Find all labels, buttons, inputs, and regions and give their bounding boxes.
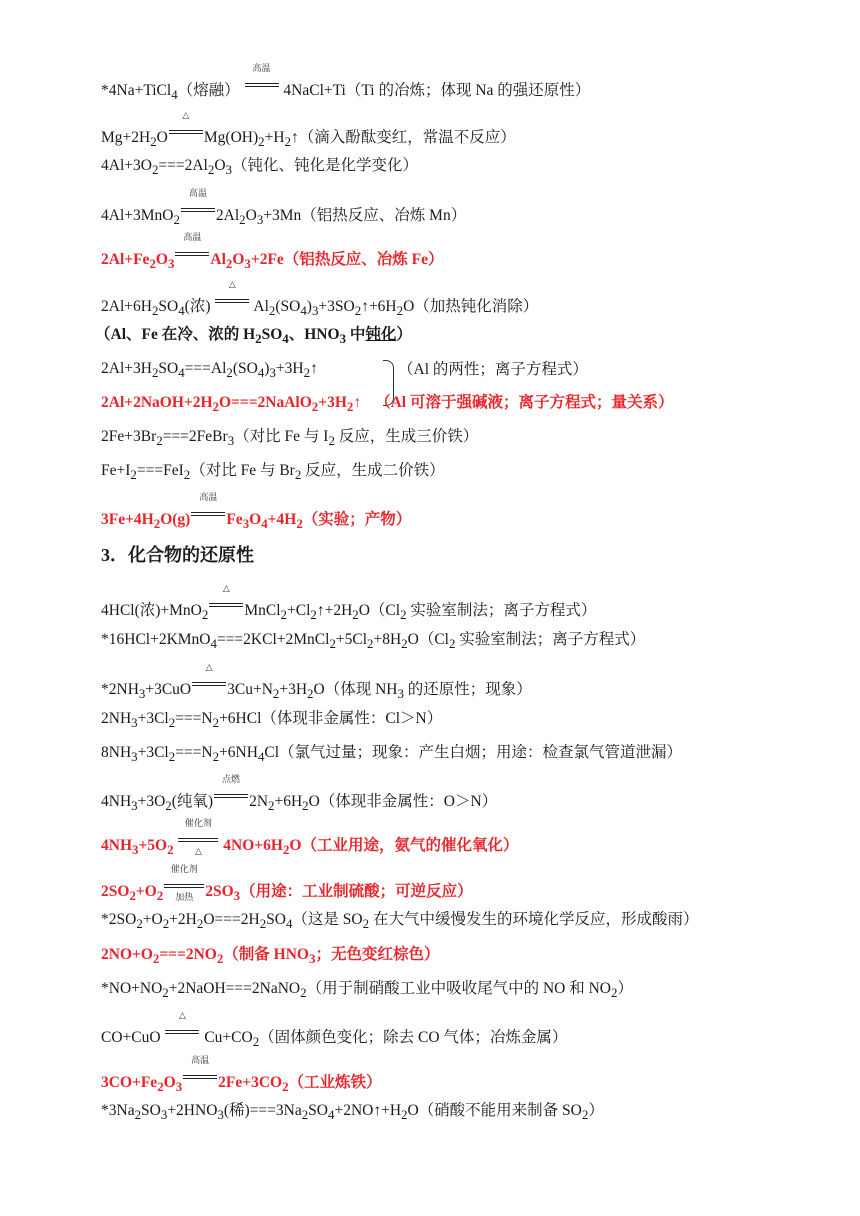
reaction-condition: 高温 xyxy=(175,244,209,264)
equation-line: 4HCl(浓)+MnO$_2$ △ $MnCl_2+Cl_2↑+2H_2O(Cl_2$ 实验室制法；离子方程式） xyxy=(101,584,597,623)
reaction-condition: 点燃 xyxy=(214,786,248,806)
equation-line: $4NH_3+3O_2$(纯氧) 点燃 $2N_2+6H_2O$（体现非金属性：O＞N） xyxy=(101,775,498,814)
reaction-condition: 高温 xyxy=(191,504,225,524)
equation-line: $*2SO_2+O_2+2H_2O===2H_2SO_4$（这是 $SO_2$ 在大气中缓慢发生的环境化学反应，形成酸雨） xyxy=(101,911,699,932)
reaction-condition: 高温 xyxy=(181,200,215,220)
equation-line: $Mg+2H_2O$ △ $Mg(OH)_2+H_2↑$（滴入酚酞变红，常温不反应） xyxy=(101,111,516,150)
note-line: （Al、Fe 在冷、浓的 $H_2SO_4$、$HNO_3$ 中钝化） xyxy=(95,326,412,347)
equation-line: $4Al+3O_2===2Al_2O_3$（钝化、钝化是化学变化） xyxy=(101,157,418,178)
equation-line: $Fe+I_2===FeI_2$（对比 Fe 与 $Br_2$ 反应，生成二价铁） xyxy=(101,462,445,483)
equation-line: *4Na+TiCl$_4$（熔融） 高温 4NaCl+Ti（Ti 的冶炼；体现 Na 的强还原性） xyxy=(101,64,591,103)
equation-line-highlight: $2NO+O_2===2NO_2$（制备 $HNO_3$；无色变红棕色） xyxy=(101,946,440,967)
equation-line-highlight: $4NH_3+5O_2$ 催化剂 △ $4NO+6H_2O$（工业用途，氨气的催化氧化） xyxy=(101,819,519,858)
equation-line-highlight: $2Al+2NaOH+2H_2O===2NaAlO_2+3H_2↑$ （Al 可溶于强碱液；离子方程式；量关系） xyxy=(101,394,674,415)
equation-line: $*NO+NO_2+2NaOH===2NaNO_2$（用于制硝酸工业中吸收尾气中的 NO 和 $NO_2$） xyxy=(101,980,633,1001)
bracket-note: （Al 的两性；离子方程式） xyxy=(398,361,588,378)
equation-line: $*3Na_2SO_3+2HNO_3$(稀)$===3Na_2SO_4+2NO↑+H_2O$（硝酸不能用来制备 $SO_2$） xyxy=(101,1102,604,1123)
equation-line-highlight: $2Al+Fe_2O_3$ 高温 $Al_2O_3+2Fe$（铝热反应、冶炼 Fe） xyxy=(101,233,444,272)
equation-line: $2Fe+3Br_2===2FeBr_3$（对比 Fe 与 $I_2$ 反应，生成三价铁） xyxy=(101,428,479,449)
equation-line-highlight: $3Fe+4H_2O(g)$ 高温 $Fe_3O_4+4H_2$（实验；产物） xyxy=(101,493,412,532)
equation-line: $2Al+3H_2SO_4===Al_2(SO_4)_3+3H_2↑$ xyxy=(101,360,318,381)
section-heading: 3．化合物的还原性 xyxy=(101,545,254,565)
equation-line: $2Al+6H_2SO_4$(浓) △ $Al_2(SO_4)_3+3SO_2↑+6H_2O$（加热钝化消除） xyxy=(101,280,539,319)
equation-line: $2NH_3+3Cl_2===N_2+6HCl$（体现非金属性：Cl＞N） xyxy=(101,710,443,731)
equation-line: CO+CuO △ $Cu+CO_2$（固体颜色变化；除去 CO 气体；冶炼金属） xyxy=(101,1011,568,1050)
reaction-condition: △ xyxy=(165,1022,199,1042)
reaction-condition: △ xyxy=(169,122,203,142)
equation-line-highlight: $2SO_2+O_2$ 催化剂 加热 $2SO_3$（用途：工业制硫酸；可逆反应） xyxy=(101,865,473,904)
reaction-condition: 高温 xyxy=(245,75,279,95)
equation-line: $8NH_3+3Cl_2===N_2+6NH_4Cl$（氯气过量；现象：产生白烟；用途：检查氯气管道泄漏） xyxy=(101,744,683,765)
equation-line: $*2NH_3+3CuO$ △ $3Cu+N_2+3H_2O$（体现 $NH_3$ 的还原性；现象） xyxy=(101,663,532,702)
reaction-condition: 催化剂 △ xyxy=(178,830,218,850)
reversible-condition: 催化剂 加热 xyxy=(164,876,204,896)
equation-line: $*16HCl+2KMnO_4===2KCl+2MnCl_2+5Cl_2+8H_2O(Cl_2$ 实验室制法；离子方程式） xyxy=(101,631,646,652)
equation-line-highlight: $3CO+Fe_2O_3$ 高温 $2Fe+3CO_2$（工业炼铁） xyxy=(101,1056,382,1095)
equation-line: 4Al+3MnO$_2$ 高温 $2Al_2O_3+3Mn$（铝热反应、冶炼 Mn） xyxy=(101,189,467,228)
reaction-condition: △ xyxy=(209,595,243,615)
reaction-condition: 高温 xyxy=(183,1067,217,1087)
reaction-condition: △ xyxy=(215,291,249,311)
reaction-condition: △ xyxy=(192,674,226,694)
